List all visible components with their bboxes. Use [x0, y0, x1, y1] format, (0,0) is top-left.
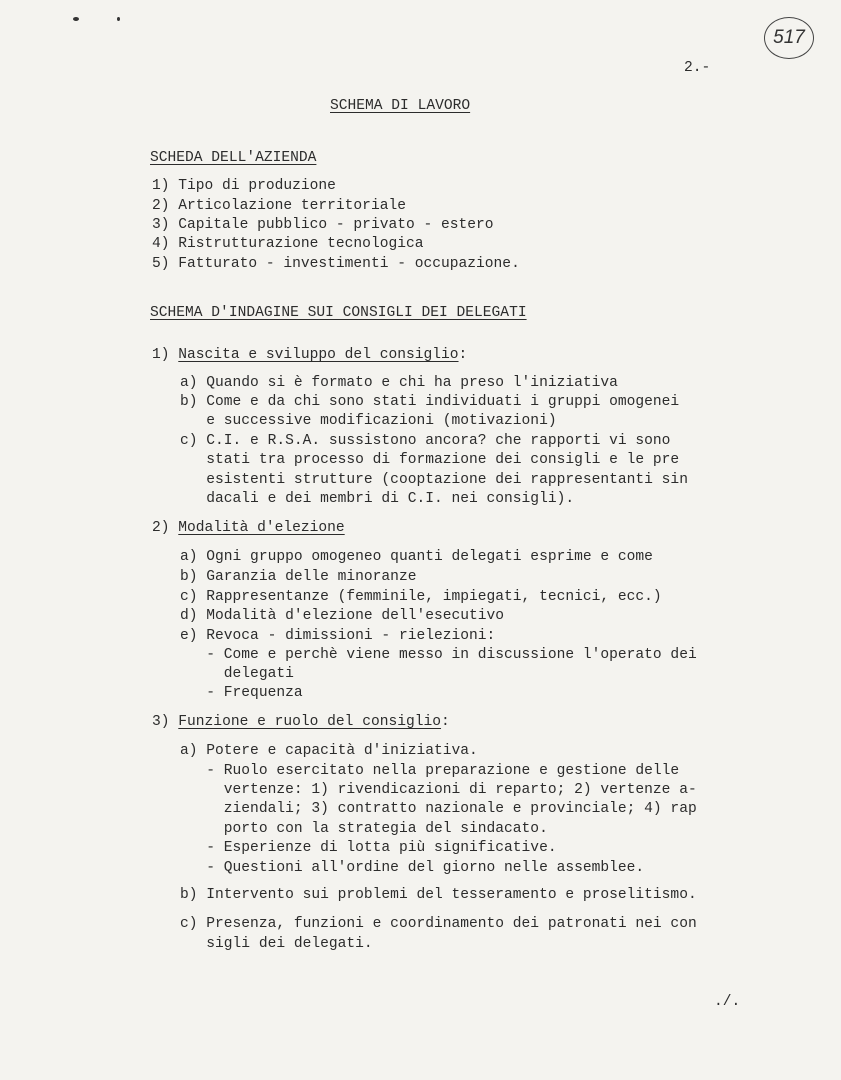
section-line: sigli dei delegati.	[180, 936, 373, 952]
page-number: 2.-	[684, 60, 711, 76]
section-line: - Come e perchè viene messo in discussione l'operato dei	[180, 647, 697, 663]
section-number: 1)	[152, 347, 170, 363]
section-line: esistenti strutture (cooptazione dei rappresentanti sin	[180, 472, 688, 488]
section-line: c) C.I. e R.S.A. sussistono ancora? che rapporti vi sono	[180, 433, 671, 449]
section-line: c) Rappresentanze (femminile, impiegati, tecnici, ecc.)	[180, 589, 662, 605]
section-number: 2)	[152, 520, 170, 536]
scheda-item: 3) Capitale pubblico - privato - estero	[152, 217, 494, 233]
speck-mark	[117, 17, 120, 21]
section-line: ziendali; 3) contratto nazionale e provinciale; 4) rap	[180, 801, 697, 817]
section-line: - Questioni all'ordine del giorno nelle assemblee.	[180, 860, 645, 876]
section-number: 3)	[152, 714, 170, 730]
speck-mark	[73, 17, 79, 21]
section-colon: :	[441, 714, 450, 730]
section-line: a) Potere e capacità d'iniziativa.	[180, 743, 478, 759]
scheda-item: 5) Fatturato - investimenti - occupazione.	[152, 256, 520, 272]
section-line: stati tra processo di formazione dei consigli e le pre	[180, 452, 680, 468]
scheda-item: 1) Tipo di produzione	[152, 178, 336, 194]
archive-stamp: 517	[764, 17, 814, 59]
section-line: vertenze: 1) rivendicazioni di reparto; 2) vertenze a-	[180, 782, 697, 798]
scheda-item: 4) Ristrutturazione tecnologica	[152, 236, 424, 252]
section-line: b) Garanzia delle minoranze	[180, 569, 417, 585]
page-title: SCHEMA DI LAVORO	[330, 98, 471, 114]
section-title: Modalità d'elezione	[178, 520, 345, 536]
section-line: a) Quando si è formato e chi ha preso l'iniziativa	[180, 375, 618, 391]
section-line: dacali e dei membri di C.I. nei consigli).	[180, 491, 575, 507]
section-line: - Esperienze di lotta più significative.	[180, 840, 557, 856]
section-colon: :	[458, 347, 468, 363]
indagine-heading: SCHEMA D'INDAGINE SUI CONSIGLI DEI DELEGATI	[150, 305, 527, 321]
section-line: e successive modificazioni (motivazioni)	[180, 413, 557, 429]
continuation-mark: ./.	[714, 994, 741, 1010]
section-line: b) Intervento sui problemi del tesseramento e proselitismo.	[180, 887, 697, 903]
section-line: - Ruolo esercitato nella preparazione e gestione delle	[180, 763, 680, 779]
section-line: e) Revoca - dimissioni - rielezioni:	[180, 628, 496, 644]
scheda-heading: SCHEDA DELL'AZIENDA	[150, 150, 317, 166]
section-line: c) Presenza, funzioni e coordinamento dei patronati nei con	[180, 916, 697, 932]
section-3-heading	[152, 712, 450, 732]
section-title: Funzione e ruolo del consiglio	[178, 714, 442, 730]
section-1-heading	[152, 345, 467, 365]
section-line: a) Ogni gruppo omogeneo quanti delegati esprime e come	[180, 549, 653, 565]
section-line: - Frequenza	[180, 685, 303, 701]
section-title: Nascita e sviluppo del consiglio	[178, 347, 459, 363]
section-2-heading	[152, 518, 345, 538]
section-line: b) Come e da chi sono stati individuati i gruppi omogenei	[180, 394, 680, 410]
section-line: delegati	[180, 666, 294, 682]
scheda-item: 2) Articolazione territoriale	[152, 198, 406, 214]
section-line: porto con la strategia del sindacato.	[180, 821, 548, 837]
section-line: d) Modalità d'elezione dell'esecutivo	[180, 608, 505, 624]
